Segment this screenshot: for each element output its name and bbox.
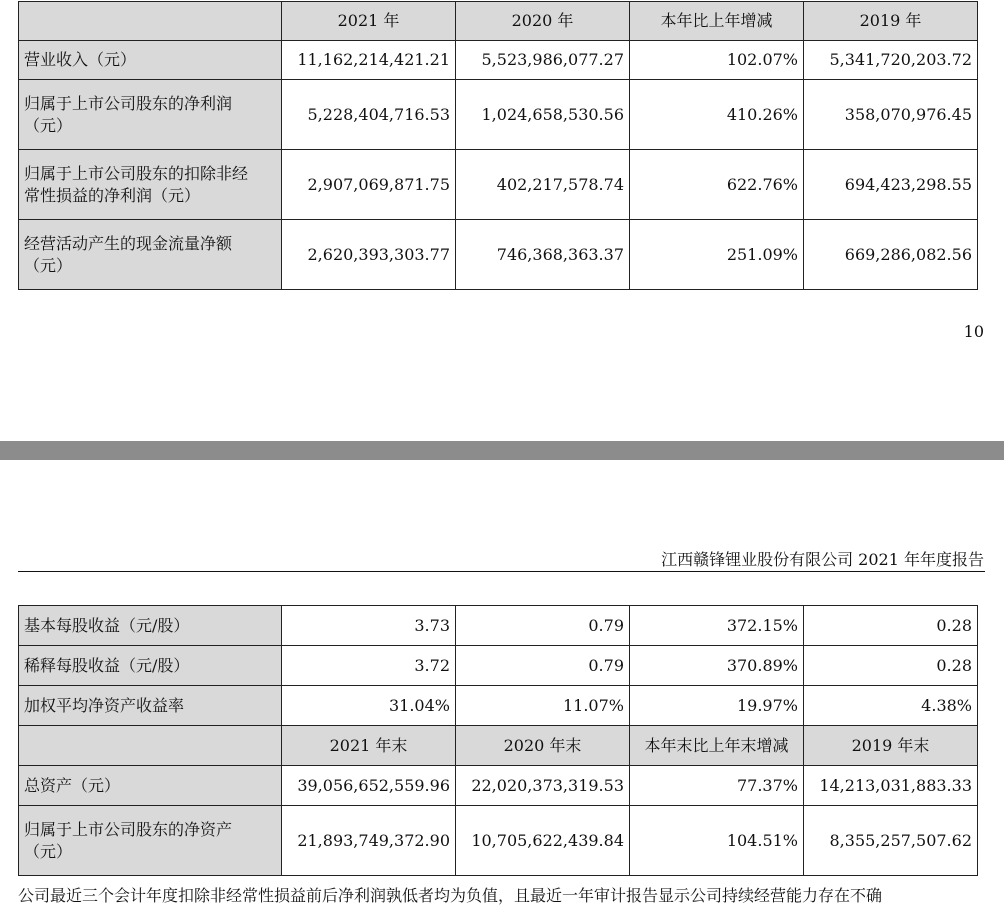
row-label bbox=[19, 80, 282, 150]
row-label-line: （元） bbox=[24, 255, 73, 275]
value-cell: 8,355,257,507.62 bbox=[804, 806, 978, 876]
subheader-cell-2019-end: 2019 年末 bbox=[804, 726, 978, 766]
value-cell: 77.37% bbox=[630, 766, 804, 806]
value-cell: 402,217,578.74 bbox=[456, 150, 630, 220]
row-label: 稀释每股收益（元/股） bbox=[19, 646, 282, 686]
value-cell: 251.09% bbox=[630, 220, 804, 290]
table-row bbox=[19, 646, 978, 686]
row-label-line: 常性损益的净利润（元） bbox=[24, 185, 201, 205]
header-cell-2019: 2019 年 bbox=[804, 2, 978, 41]
value-cell: 2,907,069,871.75 bbox=[282, 150, 456, 220]
financial-table-main bbox=[18, 1, 978, 290]
report-header: 江西赣锋锂业股份有限公司 2021 年年度报告 bbox=[661, 550, 984, 569]
subheader-cell-2021-end: 2021 年末 bbox=[282, 726, 456, 766]
value-cell: 694,423,298.55 bbox=[804, 150, 978, 220]
value-cell: 21,893,749,372.90 bbox=[282, 806, 456, 876]
value-cell: 370.89% bbox=[630, 646, 804, 686]
subheader-cell-2020-end: 2020 年末 bbox=[456, 726, 630, 766]
row-label: 营业收入（元） bbox=[19, 41, 282, 80]
header-cell-change: 本年比上年增减 bbox=[630, 2, 804, 41]
value-cell: 11.07% bbox=[456, 686, 630, 726]
table-row bbox=[19, 41, 978, 80]
page-divider bbox=[0, 441, 1004, 460]
value-cell: 0.79 bbox=[456, 646, 630, 686]
row-label: 总资产（元） bbox=[19, 766, 282, 806]
value-cell: 410.26% bbox=[630, 80, 804, 150]
header-cell-blank bbox=[19, 2, 282, 41]
row-label-line: 经营活动产生的现金流量净额 bbox=[24, 233, 233, 253]
header-cell-2020: 2020 年 bbox=[456, 2, 630, 41]
value-cell: 11,162,214,421.21 bbox=[282, 41, 456, 80]
table-header-row bbox=[19, 2, 978, 41]
row-label-line: 归属于上市公司股东的净资产 bbox=[24, 819, 233, 839]
row-label: 加权平均净资产收益率 bbox=[19, 686, 282, 726]
financial-table-continued bbox=[18, 605, 978, 876]
header-rule bbox=[18, 571, 985, 572]
value-cell: 0.28 bbox=[804, 646, 978, 686]
value-cell: 4.38% bbox=[804, 686, 978, 726]
subheader-cell-change: 本年末比上年末增减 bbox=[630, 726, 804, 766]
table-row bbox=[19, 686, 978, 726]
value-cell: 0.28 bbox=[804, 606, 978, 646]
value-cell: 102.07% bbox=[630, 41, 804, 80]
value-cell: 22,020,373,319.53 bbox=[456, 766, 630, 806]
value-cell: 372.15% bbox=[630, 606, 804, 646]
value-cell: 5,523,986,077.27 bbox=[456, 41, 630, 80]
value-cell: 5,228,404,716.53 bbox=[282, 80, 456, 150]
table-row bbox=[19, 80, 978, 150]
value-cell: 746,368,363.37 bbox=[456, 220, 630, 290]
value-cell: 3.72 bbox=[282, 646, 456, 686]
page-number: 10 bbox=[963, 322, 984, 341]
row-label-line: 归属于上市公司股东的扣除非经 bbox=[24, 163, 249, 183]
value-cell: 622.76% bbox=[630, 150, 804, 220]
value-cell: 19.97% bbox=[630, 686, 804, 726]
row-label: 基本每股收益（元/股） bbox=[19, 606, 282, 646]
value-cell: 14,213,031,883.33 bbox=[804, 766, 978, 806]
value-cell: 5,341,720,203.72 bbox=[804, 41, 978, 80]
row-label-line: （元） bbox=[24, 115, 73, 135]
value-cell: 2,620,393,303.77 bbox=[282, 220, 456, 290]
value-cell: 31.04% bbox=[282, 686, 456, 726]
row-label bbox=[19, 806, 282, 876]
row-label bbox=[19, 150, 282, 220]
table-row bbox=[19, 150, 978, 220]
row-label-line: （元） bbox=[24, 841, 73, 861]
table-row bbox=[19, 606, 978, 646]
body-paragraph: 公司最近三个会计年度扣除非经常性损益前后净利润孰低者均为负值，且最近一年审计报告显示公司持续经营能力存在不确 bbox=[18, 886, 883, 905]
value-cell: 104.51% bbox=[630, 806, 804, 876]
header-cell-2021: 2021 年 bbox=[282, 2, 456, 41]
table-subheader-row bbox=[19, 726, 978, 766]
value-cell: 10,705,622,439.84 bbox=[456, 806, 630, 876]
value-cell: 1,024,658,530.56 bbox=[456, 80, 630, 150]
row-label bbox=[19, 220, 282, 290]
row-label-line: 归属于上市公司股东的净利润 bbox=[24, 93, 233, 113]
subheader-cell-blank bbox=[19, 726, 282, 766]
table-row bbox=[19, 806, 978, 876]
value-cell: 39,056,652,559.96 bbox=[282, 766, 456, 806]
value-cell: 669,286,082.56 bbox=[804, 220, 978, 290]
value-cell: 3.73 bbox=[282, 606, 456, 646]
table-row bbox=[19, 220, 978, 290]
value-cell: 358,070,976.45 bbox=[804, 80, 978, 150]
table-row bbox=[19, 766, 978, 806]
value-cell: 0.79 bbox=[456, 606, 630, 646]
